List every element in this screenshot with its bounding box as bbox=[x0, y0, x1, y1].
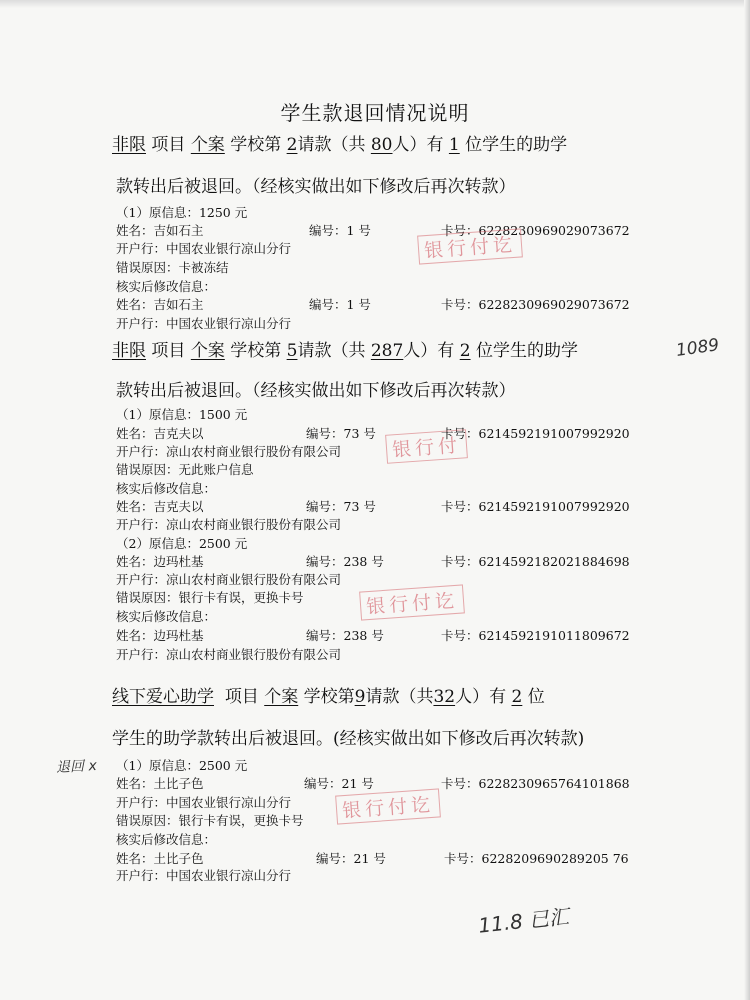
bank-field: 开户行：中国农业银行凉山分行 bbox=[116, 795, 292, 810]
verified-info: 核实后修改信息： bbox=[116, 279, 217, 294]
name-field: 姓名：边玛杜基 bbox=[116, 628, 204, 643]
card-field: 卡号：6214592191007992920 bbox=[441, 426, 630, 441]
error-reason: 错误原因：银行卡有误，更换卡号 bbox=[116, 590, 304, 605]
bank-field: 开户行：中国农业银行凉山分行 bbox=[116, 316, 292, 331]
id-field: 编号：21 号 bbox=[304, 776, 374, 791]
name-field: 姓名：吉如石主 bbox=[116, 223, 204, 238]
handwritten-note: 退回 x bbox=[55, 757, 98, 777]
bank-field: 开户行：凉山农村商业银行股份有限公司 bbox=[116, 572, 342, 587]
card-field: 卡号：6228230969029073672 bbox=[441, 223, 630, 238]
name-field: 姓名：土比子色 bbox=[116, 776, 204, 791]
handwritten-note: 1089 bbox=[674, 335, 721, 361]
bank-paid-stamp: 银行付讫 bbox=[417, 228, 523, 264]
name-field: 姓名：吉如石主 bbox=[116, 297, 204, 312]
original-info: （1）原信息：1500 元 bbox=[116, 407, 248, 422]
error-reason: 错误原因：银行卡有误，更换卡号 bbox=[116, 813, 304, 828]
bank-paid-stamp: 银行付讫 bbox=[359, 584, 465, 620]
card-field: 卡号：6214592191007992920 bbox=[441, 499, 630, 514]
card-field: 卡号：6228209690289205 76 bbox=[444, 851, 629, 866]
verified-info: 核实后修改信息： bbox=[116, 481, 217, 496]
section-1-heading-cont: 款转出后被退回。（经核实做出如下修改后再次转款） bbox=[116, 177, 516, 197]
section-3-heading: 线下爱心助学 项目 个案 学校第9请款（共32人）有 2 位 bbox=[112, 687, 545, 707]
section-2-heading: 非限 项目 个案 学校第 5请款（共 287人）有 2 位学生的助学 bbox=[112, 341, 578, 361]
original-info: （2）原信息：2500 元 bbox=[116, 536, 248, 551]
verified-info: 核实后修改信息： bbox=[116, 832, 217, 847]
bank-paid-stamp: 银行付讫 bbox=[335, 788, 441, 824]
original-info: （1）原信息：1250 元 bbox=[116, 205, 248, 220]
bank-field: 开户行：凉山农村商业银行股份有限公司 bbox=[116, 647, 342, 662]
bank-field: 开户行：凉山农村商业银行股份有限公司 bbox=[116, 517, 342, 532]
error-reason: 错误原因：无此账户信息 bbox=[116, 462, 254, 477]
id-field: 编号：1 号 bbox=[309, 223, 371, 238]
id-field: 编号：238 号 bbox=[306, 628, 384, 643]
original-info: （1）原信息：2500 元 bbox=[116, 758, 248, 773]
card-field: 卡号：6214592191011809672 bbox=[441, 628, 630, 643]
handwritten-note: 11.8 已汇 bbox=[477, 904, 571, 938]
name-field: 姓名：吉克夫以 bbox=[116, 499, 204, 514]
page-title: 学生款退回情况说明 bbox=[280, 101, 470, 125]
name-field: 姓名：土比子色 bbox=[116, 851, 204, 866]
id-field: 编号：73 号 bbox=[306, 499, 376, 514]
id-field: 编号：73 号 bbox=[306, 426, 376, 441]
bank-field: 开户行：凉山农村商业银行股份有限公司 bbox=[116, 444, 342, 459]
section-3-heading-cont: 学生的助学款转出后被退回。(经核实做出如下修改后再次转款) bbox=[112, 729, 585, 749]
card-field: 卡号：6228230965764101868 bbox=[441, 776, 630, 791]
name-field: 姓名：边玛杜基 bbox=[116, 554, 204, 569]
section-1-heading: 非限 项目 个案 学校第 2请款（共 80人）有 1 位学生的助学 bbox=[112, 135, 568, 155]
bank-field: 开户行：中国农业银行凉山分行 bbox=[116, 241, 292, 256]
section-2-heading-cont: 款转出后被退回。（经核实做出如下修改后再次转款） bbox=[116, 381, 516, 401]
page-edge bbox=[744, 0, 750, 1000]
id-field: 编号：238 号 bbox=[306, 554, 384, 569]
page-edge bbox=[0, 0, 750, 8]
card-field: 卡号：6228230969029073672 bbox=[441, 297, 630, 312]
card-field: 卡号：6214592182021884698 bbox=[441, 554, 630, 569]
id-field: 编号：21 号 bbox=[316, 851, 386, 866]
verified-info: 核实后修改信息： bbox=[116, 609, 217, 624]
error-reason: 错误原因：卡被冻结 bbox=[116, 260, 229, 275]
name-field: 姓名：吉克夫以 bbox=[116, 426, 204, 441]
id-field: 编号：1 号 bbox=[309, 297, 371, 312]
bank-field: 开户行：中国农业银行凉山分行 bbox=[116, 868, 292, 883]
bank-paid-stamp: 银行付 bbox=[385, 429, 468, 464]
